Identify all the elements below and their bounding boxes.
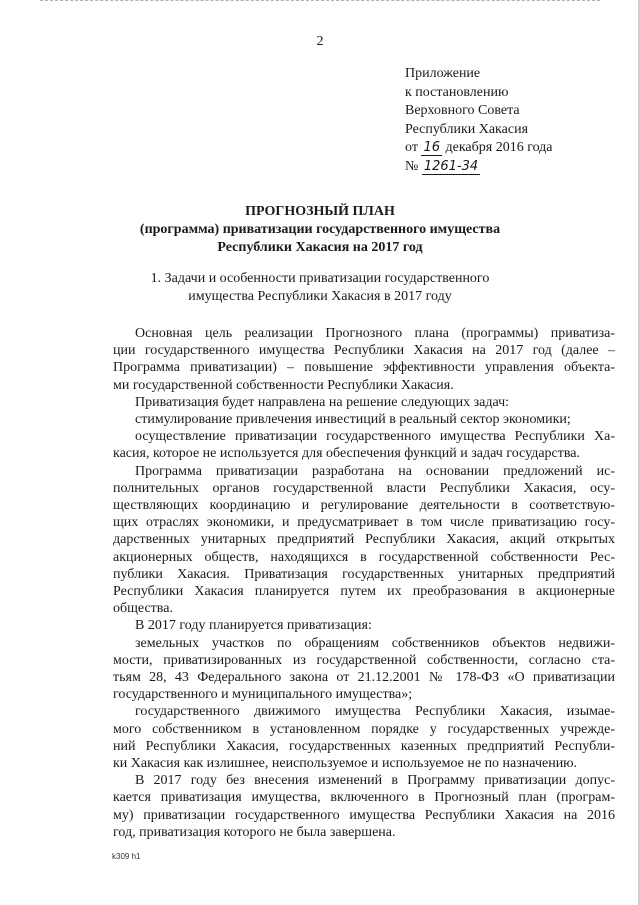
document-title: [0, 203, 640, 257]
body-line: касия, которое не используется для обеспечения функций и задач государства.: [113, 446, 581, 462]
body-line: ми государственной собственности Республики Хакасия.: [113, 377, 454, 393]
section-heading: [0, 270, 640, 306]
body-line: Программа приватизации разработана на основании предложений ис-: [135, 463, 615, 479]
page-number: 2: [316, 34, 324, 49]
title-line-2: (программа) приватизации государственного имущества: [139, 222, 501, 237]
handwritten-number: 1261-34: [423, 158, 479, 174]
body-line: В 2017 году планируется приватизация:: [135, 618, 372, 634]
body-line: государственного движимого имущества Республики Хакасия, изымае-: [135, 704, 615, 720]
body-line: публики Хакасия. Приватизация государственных унитарных предприятий: [113, 566, 615, 582]
body-line: кается приватизация имущества, включенного в Прогнозный план (програм-: [113, 790, 615, 806]
appendix-line-1: Приложение: [405, 66, 481, 81]
body-line: полнительных органов государственной власти Республики Хакасия, осу-: [113, 480, 615, 496]
body-line: Приватизация будет направлена на решение следующих задач:: [135, 394, 510, 410]
body-line: осуществление приватизации государственного имущества Республики Ха-: [135, 429, 615, 445]
body-line: тьям 28, 43 Федерального закона от 21.12.2001 № 178-ФЗ «О приватизации: [113, 670, 615, 686]
body-line: общества.: [113, 601, 173, 617]
body-line: му) приватизации государственного имущества Республики Хакасия на 2016: [113, 807, 615, 823]
appendix-block: [405, 65, 553, 176]
body-line: мого собственником в установленном порядке у государственных учрежде-: [113, 721, 615, 737]
body-line: ции государственного имущества Республики Хакасия на 2017 год (далее –: [113, 343, 615, 359]
body-line: ществляющих координацию и регулирование деятельности в соответствую-: [113, 498, 615, 514]
body-line: щих отраслях экономики, и предусматривает в том числе приватизацию госу-: [113, 515, 615, 531]
date-rest: декабря 2016 года: [445, 140, 553, 155]
scan-edge-top: [40, 0, 600, 1]
handwritten-day: 16: [423, 140, 440, 155]
body-line: Программа приватизации) – повышение эффективности управления объекта-: [113, 360, 615, 376]
number-prefix: №: [405, 158, 419, 174]
appendix-number-line: [405, 158, 553, 177]
body-line: мости, приватизированных из государственной собственности, согласно ста-: [113, 652, 615, 668]
body-line: стимулирование привлечения инвестиций в реальный сектор экономики;: [135, 412, 571, 428]
section-heading-line-2: имущества Республики Хакасия в 2017 году: [188, 289, 452, 304]
section-heading-line-1: 1. Задачи и особенности приватизации государственного: [150, 271, 490, 286]
appendix-date-line: [405, 139, 553, 158]
body-line: земельных участков по обращениям собственников объектов недвижи-: [135, 635, 615, 651]
body-line: год, приватизация которого не была завершена.: [113, 824, 396, 840]
body-line: Основная цель реализации Прогнозного плана (программы) приватиза-: [135, 326, 615, 341]
body-line: государственного и муниципального имущества»;: [113, 687, 413, 703]
body-line: ки Хакасия как излишнее, неиспользуемое и используемое не по назначению.: [113, 756, 578, 772]
appendix-line-3: Верховного Совета: [405, 103, 520, 118]
body-line: Республики Хакасия планируется путем их преобразования в акционерные: [113, 584, 615, 600]
body-line: дарственных унитарных предприятий Республики Хакасия, акций открытых: [113, 532, 615, 548]
appendix-line-2: к постановлению: [405, 84, 509, 100]
body-line: ний Республики Хакасия, государственных казенных предприятий Республи-: [113, 738, 615, 754]
body-line: В 2017 году без внесения изменений в Программу приватизации допус-: [135, 773, 615, 789]
title-line-1: ПРОГНОЗНЫЙ ПЛАН: [245, 204, 395, 219]
title-line-3: Республики Хакасия на 2017 год: [217, 240, 423, 255]
date-prefix: от: [405, 140, 418, 155]
body-line: акционерных обществ, находящихся в государственной собственности Рес-: [113, 549, 615, 565]
appendix-line-4: Республики Хакасия: [405, 121, 529, 137]
body-text: [113, 325, 615, 841]
footer-code: k309 h1: [112, 852, 141, 861]
